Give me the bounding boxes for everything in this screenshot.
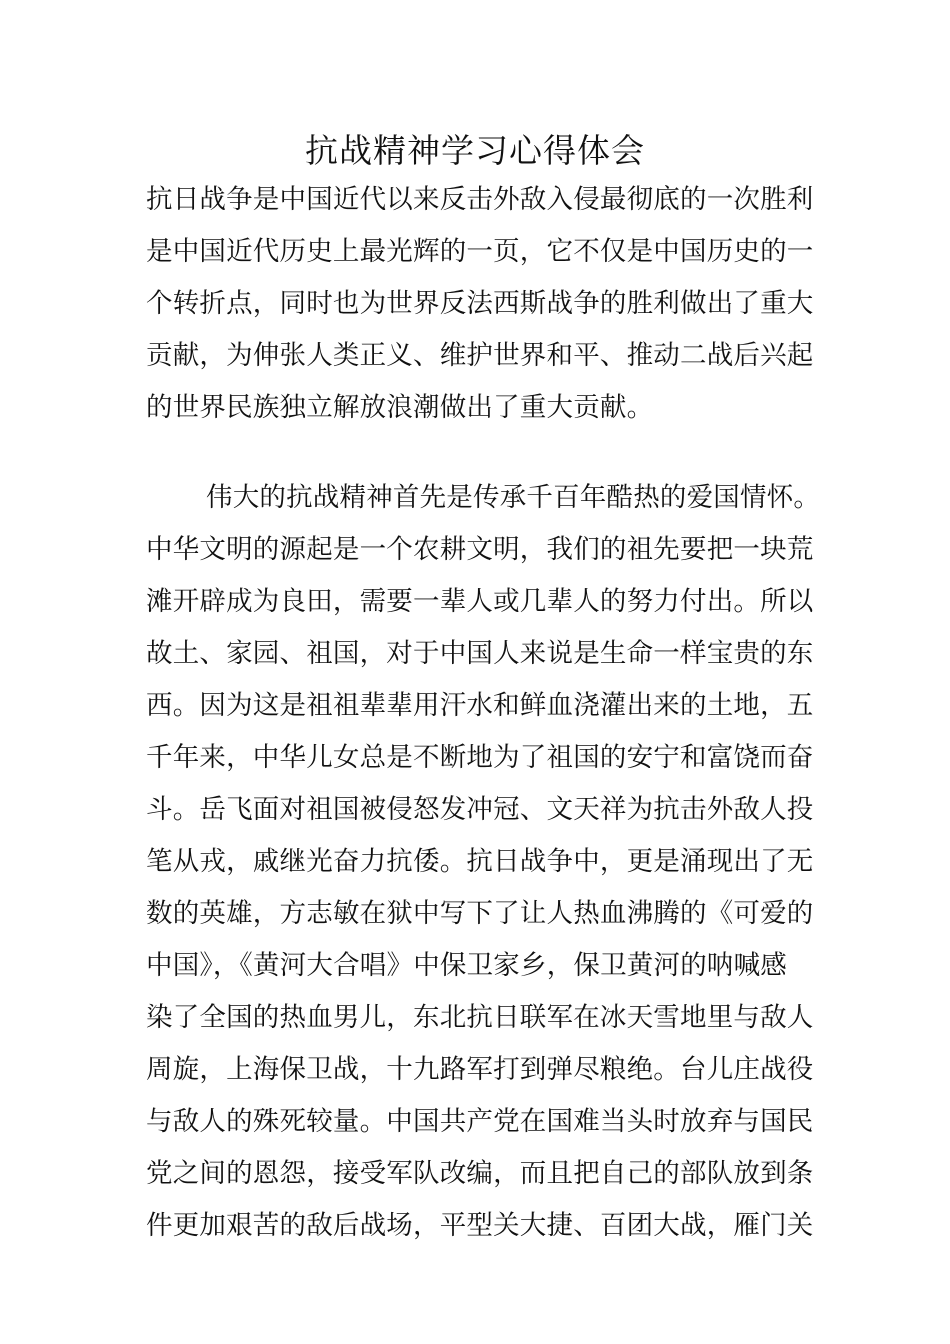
paragraph-line: 与敌人的殊死较量。中国共产党在国难当头时放弃与国民 [146,1106,814,1137]
paragraph-line: 的世界民族独立解放浪潮做出了重大贡献。 [146,392,654,423]
paragraph-line: 笔从戎，戚继光奋力抗倭。抗日战争中，更是涌现出了无 [146,846,814,877]
document-title: 抗战精神学习心得体会 [305,131,645,170]
paragraph-line: 是中国近代历史上最光辉的一页，它不仅是中国历史的一 [146,236,814,267]
paragraph-line: 贡献，为伸张人类正义、维护世界和平、推动二战后兴起 [146,340,814,371]
paragraph-line: 个转折点，同时也为世界反法西斯战争的胜利做出了重大 [146,288,814,319]
paragraph-line: 中国》，《黄河大合唱》中保卫家乡，保卫黄河的呐喊感 [146,950,787,981]
paragraph-line: 中华文明的源起是一个农耕文明，我们的祖先要把一块荒 [146,534,814,565]
paragraph-line: 斗。岳飞面对祖国被侵怒发冲冠、文天祥为抗击外敌人投 [146,794,814,825]
paragraph-line: 数的英雄，方志敏在狱中写下了让人热血沸腾的《可爱的 [146,898,814,929]
paragraph-line: 染了全国的热血男儿，东北抗日联军在冰天雪地里与敌人 [146,1002,814,1033]
paragraph-1 [146,174,816,434]
paragraph-line: 党之间的恩怨，接受军队改编，而且把自己的部队放到条 [146,1158,814,1189]
paragraph-line: 滩开辟成为良田，需要一辈人或几辈人的努力付出。所以 [146,586,814,617]
paragraph-line: 伟大的抗战精神首先是传承千百年酷热的爱国情怀。 [206,482,821,513]
paragraph-line: 故土、家园、祖国，对于中国人来说是生命一样宝贵的东 [146,638,814,669]
paragraph-line: 周旋，上海保卫战，十九路军打到弹尽粮绝。台儿庄战役 [146,1054,814,1085]
paragraph-line: 抗日战争是中国近代以来反击外敌入侵最彻底的一次胜利 [146,184,814,215]
paragraph-2 [146,472,821,1252]
paragraph-line: 千年来，中华儿女总是不断地为了祖国的安宁和富饶而奋 [146,742,814,773]
paragraph-line: 西。因为这是祖祖辈辈用汗水和鲜血浇灌出来的土地，五 [146,690,814,721]
paragraph-line: 件更加艰苦的敌后战场，平型关大捷、百团大战，雁门关 [146,1210,814,1241]
